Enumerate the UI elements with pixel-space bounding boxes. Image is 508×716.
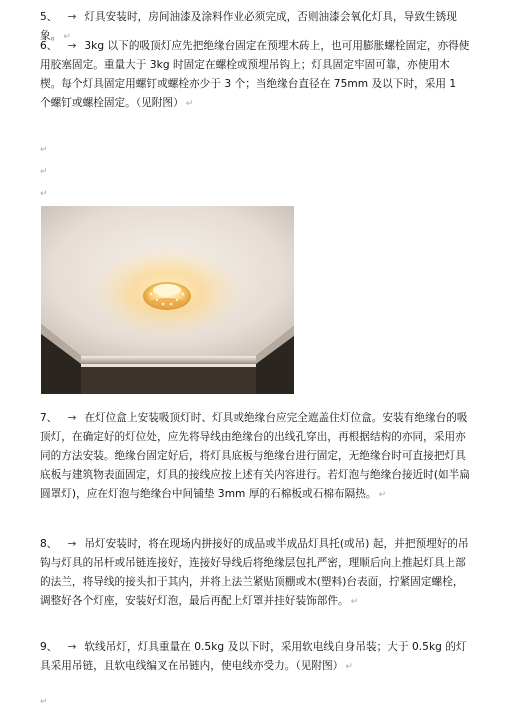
item-9 [40, 638, 470, 677]
paragraph-mark-icon: ↵ [345, 662, 353, 672]
tab-arrow-icon: → [67, 538, 77, 550]
item-number: 7、 [40, 412, 58, 424]
item-8 [40, 535, 470, 612]
tab-arrow-icon: → [67, 412, 77, 424]
paragraph-mark-icon: ↵ [63, 32, 71, 42]
tab-arrow-icon: → [67, 40, 77, 52]
item-number: 6、 [40, 40, 58, 52]
chandelier-photo [41, 206, 294, 394]
tab-arrow-icon: → [67, 641, 77, 653]
tab-arrow-icon: → [67, 11, 77, 23]
paragraph-mark-icon: ↵ [378, 490, 387, 500]
item-number: 8、 [40, 538, 58, 550]
item-number: 9、 [40, 641, 58, 653]
item-text: 在灯位盒上安装吸顶灯时、灯具或绝缘台应完全遮盖住灯位盒。安装有绝缘台的吸顶灯，在确定好的灯位处，应先将导线由绝缘台的出线孔穿出，再根据结构的亦同，采用亦同的方法安装。绝缘台固定好后，将灯具底板与绝缘台进行固定，无绝缘台时可直接把灯具底板与建筑物表面固定，灯具的接线应按上述有关内容进行。若灯泡与绝缘台接近时(如半扁圆罩灯)，应在灯泡与绝缘台中间铺垫 3mm 厚的石棉板或石棉布隔热。 [40, 412, 470, 500]
paragraph-mark-icon: ↵ [185, 99, 194, 109]
empty-line: ↵ [40, 697, 48, 707]
item-7 [40, 409, 470, 505]
paragraph-mark-icon: ↵ [350, 597, 359, 607]
item-text: 3kg 以下的吸顶灯应先把绝缘台固定在预埋木砖上，也可用膨胀螺栓固定，亦得使用胶塞固定。重量大于 3kg 时固定在螺栓或预埋吊钩上；灯具固定牢固可靠，亦使用木楔。每个灯具固定用螺钉或螺栓亦少于 3 个；当绝缘台直径在 75mm 及以下时，采用 1 个螺钉或螺栓固定。（见附图） [40, 40, 470, 109]
item-number: 5、 [40, 11, 58, 23]
item-text: 灯具安装时，房间油漆及涂料作业必须完成，否则油漆会氧化灯具，导致生锈现象。 [40, 11, 457, 42]
chandelier-image [41, 206, 294, 394]
empty-line: ↵ [40, 145, 48, 155]
item-text: 吊灯安装时，将在现场内拼接好的成品或半成品灯具托(或吊) 起，并把预埋好的吊钩与灯具的吊杆或吊链连接好，连接好导线后将绝缘层包扎严密，理顺后向上推起灯具上部的法兰，将导线的接头扣于其内，并将上法兰紧贴顶棚或木(塑料)台表面，拧紧固定螺栓，调整好各个灯座，安装好灯泡，最后再配上灯罩并挂好装饰部件。 [40, 538, 469, 607]
empty-line: ↵ [40, 189, 48, 199]
empty-line: ↵ [40, 167, 48, 177]
item-text: 软线吊灯，灯具重量在 0.5kg 及以下时，采用软电线自身吊装；大于 0.5kg 的灯具采用吊链，且软电线编叉在吊链内，使电线亦受力。（见附图） [40, 641, 467, 672]
item-6 [40, 37, 470, 114]
